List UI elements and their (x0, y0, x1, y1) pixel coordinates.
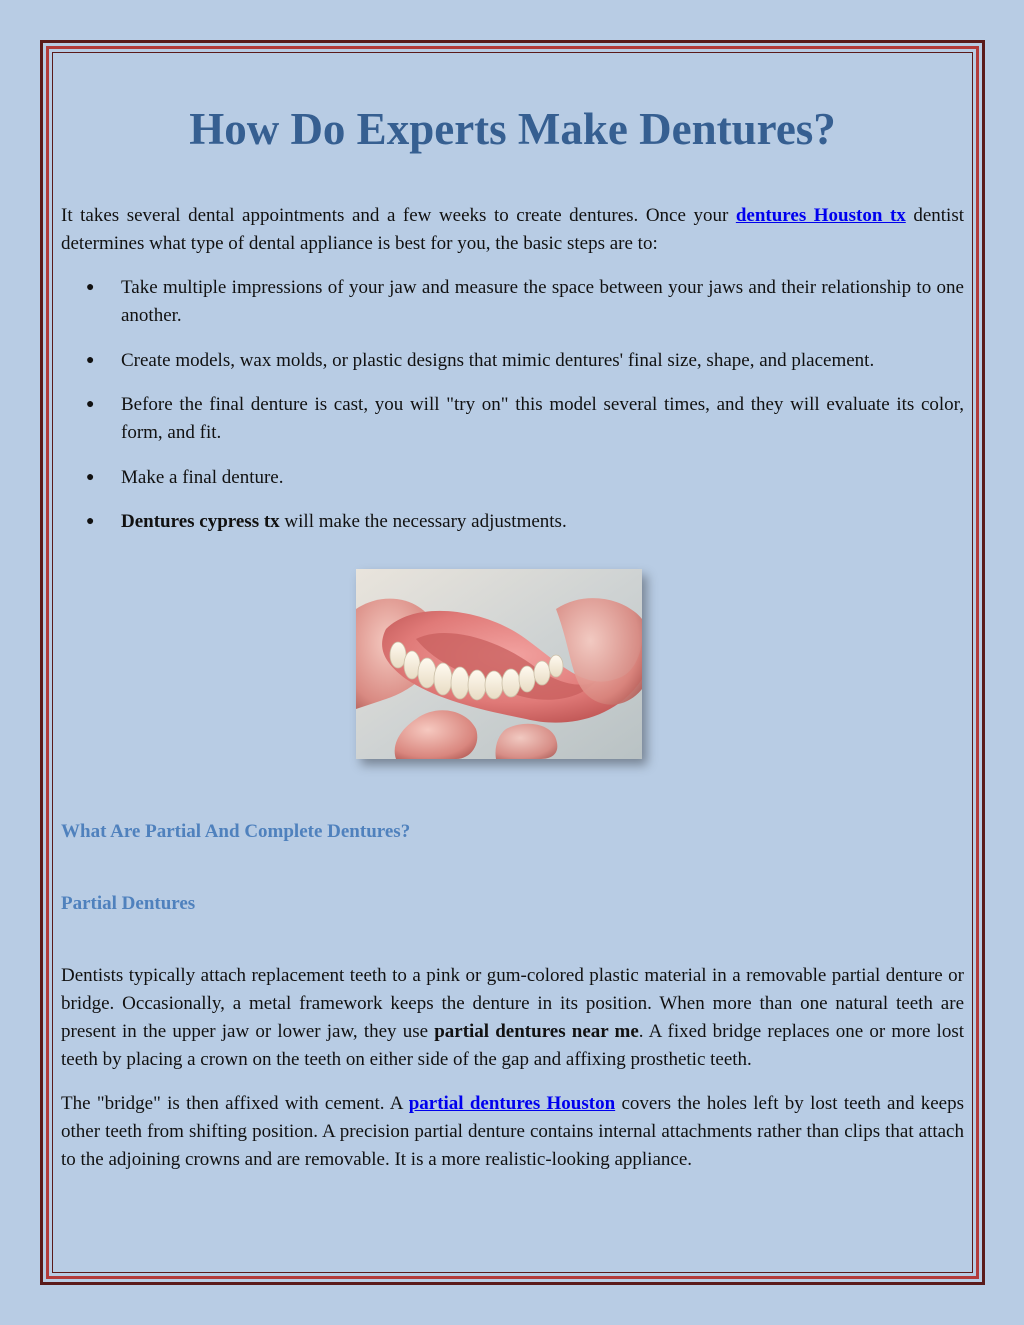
list-item (61, 391, 964, 447)
bullet-icon: ● (86, 514, 95, 529)
subheading-partial-dentures: Partial Dentures (61, 893, 196, 914)
denture-photo-image (356, 569, 642, 759)
intro-paragraph (61, 202, 964, 258)
intro-text-end: dentist determines what type of dental appliance is best for you, the basic steps are to: (61, 205, 964, 254)
list-item (61, 508, 964, 536)
section-heading: What Are Partial And Complete Dentures? (61, 821, 411, 842)
step-text: Take multiple impressions of your jaw and measure the space between your jaws and their relationship to one another. (121, 277, 964, 326)
page-title: How Do Experts Make Dentures? (189, 104, 836, 154)
partial-dentures-paragraph-2 (61, 1090, 964, 1174)
para2-text-start: The "bridge" is then affixed with cement. A (61, 1093, 409, 1114)
para1-text-end: . A fixed bridge replaces one or more lost teeth by placing a crown on the teeth on either side of the gap and affixing prosthetic teeth. (61, 1021, 964, 1070)
dentures-houston-link[interactable]: dentures Houston tx (735, 205, 906, 226)
list-item (61, 347, 964, 375)
list-item (61, 274, 964, 330)
partial-dentures-paragraph-1 (61, 962, 964, 1074)
step-text: Make a final denture. (121, 466, 284, 488)
bullet-icon: ● (86, 352, 95, 368)
partial-dentures-houston-link[interactable]: partial dentures Houston (408, 1093, 616, 1114)
bullet-icon: ● (86, 280, 95, 295)
para2-text-end: covers the holes left by lost teeth and keeps other teeth from shifting position. A precision partial denture contains internal attachments rather than clips that attach to the adjoining crowns and are removable. It is a more realistic-looking appliance. (61, 1093, 964, 1170)
para1-bold-text: partial dentures near me (434, 1021, 639, 1042)
steps-list (61, 274, 964, 536)
intro-text-start: It takes several dental appointments and a few weeks to create dentures. Once your (61, 205, 736, 226)
bullet-icon: ● (86, 469, 95, 485)
denture-photo (356, 569, 642, 759)
document-content (61, 100, 964, 1174)
step-text: Create models, wax molds, or plastic designs that mimic dentures' final size, shape, and placement. (121, 349, 875, 371)
para1-text-start: Dentists typically attach replacement teeth to a pink or gum-colored plastic material in a removable partial denture or bridge. Occasionally, a metal framework keeps the denture in its position. When more than one natural teeth are present in the upper jaw or lower jaw, they use (61, 965, 964, 1042)
step-bold-text: Dentures cypress tx (121, 511, 280, 532)
step-text: will make the necessary adjustments. (279, 511, 567, 532)
list-item (61, 464, 964, 492)
step-text: Before the final denture is cast, you will "try on" this model several times, and they will evaluate its color, form, and fit. (121, 394, 964, 443)
bullet-icon: ● (86, 397, 95, 412)
